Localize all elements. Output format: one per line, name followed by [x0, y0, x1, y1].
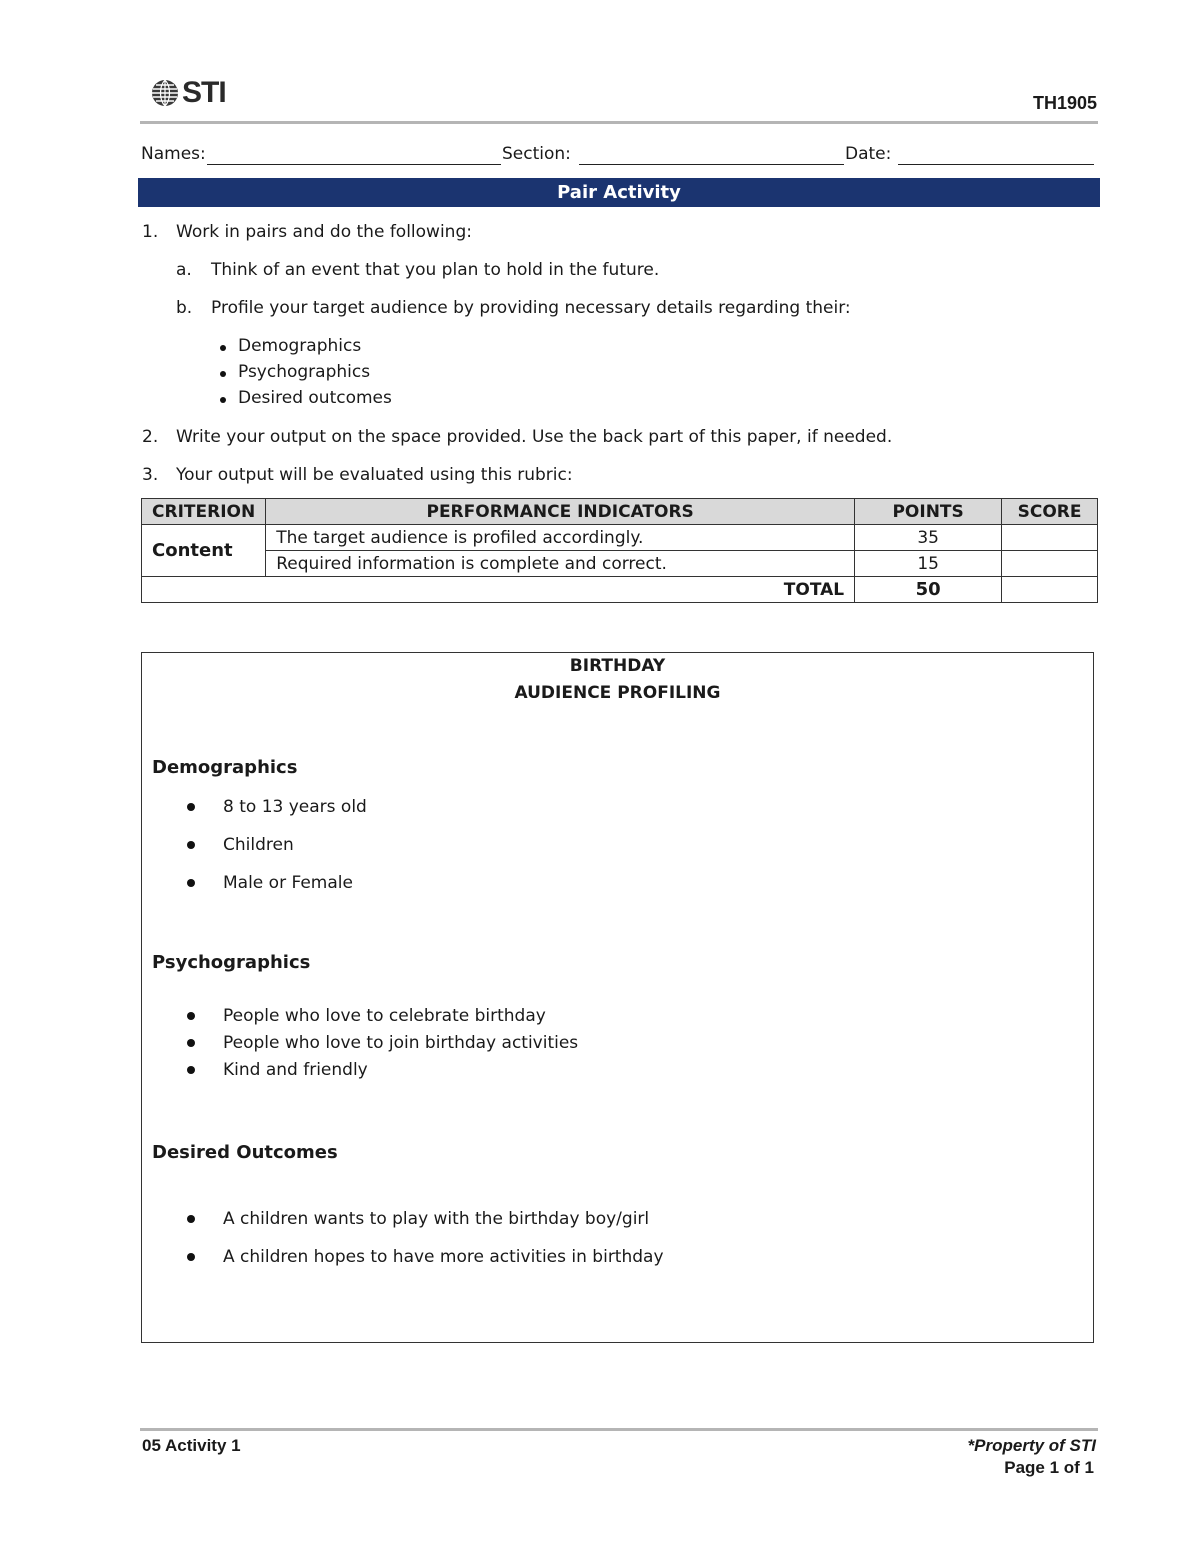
bullet-icon — [187, 879, 195, 887]
rubric-table — [141, 498, 1098, 603]
demographics-heading: Demographics — [152, 757, 298, 778]
list-item-text: Desired outcomes — [238, 388, 392, 408]
bullet-icon — [220, 371, 226, 377]
list-item-text: A children hopes to have more activities in birthday — [223, 1247, 664, 1267]
list-item-text: A children wants to play with the birthday boy/girl — [223, 1209, 650, 1229]
answer-title-profiling: AUDIENCE PROFILING — [514, 683, 721, 703]
instruction-letter: b. — [176, 298, 193, 318]
outcomes-heading: Desired Outcomes — [152, 1142, 338, 1163]
list-item-text: Kind and friendly — [223, 1060, 368, 1080]
activity-title-bar: Pair Activity — [138, 178, 1100, 207]
score-cell[interactable] — [1002, 551, 1098, 577]
instruction-number: 1. — [142, 222, 159, 242]
bullet-icon — [220, 345, 226, 351]
list-item-text: Children — [223, 835, 294, 855]
list-item-text: Demographics — [238, 336, 362, 356]
instruction-3 — [142, 465, 573, 485]
sti-logo — [150, 76, 226, 110]
list-item-text: Psychographics — [238, 362, 371, 382]
date-label: Date: — [845, 144, 892, 164]
logo-text: STI — [182, 76, 226, 109]
table-row — [142, 551, 1098, 577]
list-item-text: People who love to join birthday activities — [223, 1033, 579, 1053]
instruction-1 — [142, 222, 472, 242]
instruction-1a — [176, 260, 660, 280]
footer-rule — [140, 1428, 1098, 1431]
rubric-header-row — [142, 499, 1098, 525]
list-item-text: Male or Female — [223, 873, 353, 893]
document-code: TH1905 — [1032, 93, 1097, 113]
instruction-number: 2. — [142, 427, 159, 447]
answer-title-event: BIRTHDAY — [569, 656, 666, 676]
bullet-icon — [187, 1066, 195, 1074]
total-points: 50 — [855, 577, 1002, 603]
list-item-text: 8 to 13 years old — [223, 797, 367, 817]
bullet-icon — [187, 1012, 195, 1020]
bullet-icon — [187, 803, 195, 811]
answer-box — [141, 652, 1094, 1343]
column-header: PERFORMANCE INDICATORS — [266, 499, 855, 525]
globe-logo-icon — [150, 78, 180, 108]
table-row — [142, 525, 1098, 551]
total-label: TOTAL — [142, 577, 855, 603]
bullet-icon — [187, 841, 195, 849]
list-item-text: People who love to celebrate birthday — [223, 1006, 546, 1026]
names-label: Names: — [141, 144, 206, 164]
names-field-line[interactable] — [207, 164, 501, 165]
instruction-text: Your output will be evaluated using this rubric: — [176, 465, 573, 485]
instruction-2 — [142, 427, 893, 447]
bullet-icon — [187, 1253, 195, 1261]
section-label: Section: — [502, 144, 571, 164]
indicator-cell: Required information is complete and correct. — [266, 551, 855, 577]
points-cell: 15 — [855, 551, 1002, 577]
total-row — [142, 577, 1098, 603]
section-field-line[interactable] — [579, 164, 844, 165]
points-cell: 35 — [855, 525, 1002, 551]
footer-page-number: Page 1 of 1 — [1004, 1458, 1094, 1477]
column-header: CRITERION — [142, 499, 266, 525]
instruction-1b — [176, 298, 851, 318]
column-header: POINTS — [855, 499, 1002, 525]
bullet-icon — [187, 1215, 195, 1223]
indicator-cell: The target audience is profiled accordingly. — [266, 525, 855, 551]
instruction-text: Think of an event that you plan to hold in the future. — [211, 260, 660, 280]
footer-property-note: *Property of STI — [967, 1436, 1096, 1455]
bullet-icon — [220, 397, 226, 403]
column-header: SCORE — [1002, 499, 1098, 525]
instruction-text: Profile your target audience by providing necessary details regarding their: — [211, 298, 851, 318]
date-field-line[interactable] — [898, 164, 1094, 165]
instruction-text: Write your output on the space provided. Use the back part of this paper, if needed. — [176, 427, 893, 447]
score-cell[interactable] — [1002, 525, 1098, 551]
bullet-icon — [187, 1039, 195, 1047]
instruction-number: 3. — [142, 465, 159, 485]
instruction-text: Work in pairs and do the following: — [176, 222, 472, 242]
header-rule — [140, 121, 1098, 124]
criterion-cell: Content — [142, 525, 266, 577]
psychographics-heading: Psychographics — [152, 952, 311, 973]
footer-activity-label: 05 Activity 1 — [142, 1436, 241, 1455]
instruction-letter: a. — [176, 260, 192, 280]
total-score-cell[interactable] — [1002, 577, 1098, 603]
